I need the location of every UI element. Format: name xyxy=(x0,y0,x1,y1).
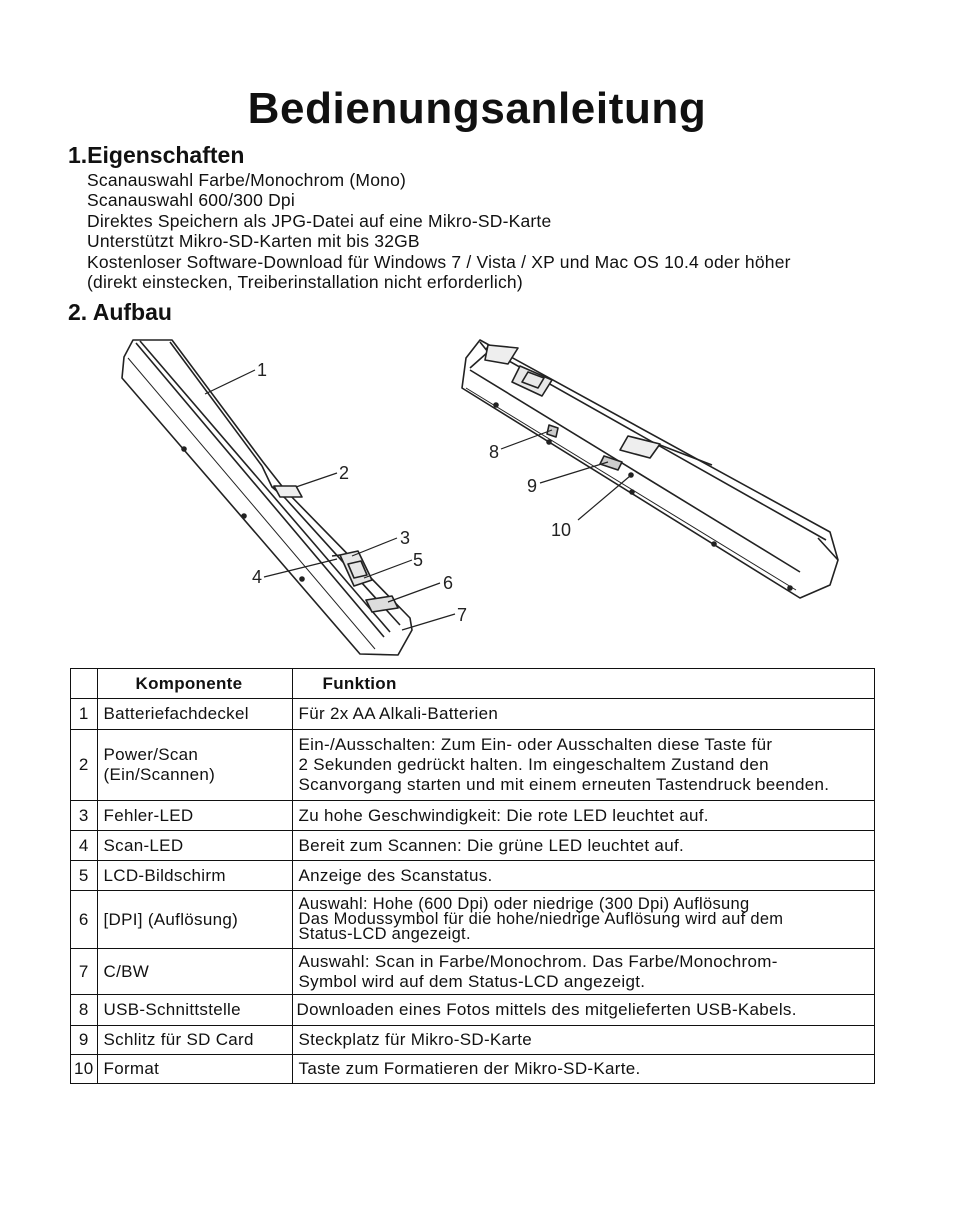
row-number: 5 xyxy=(71,861,98,891)
row-number: 6 xyxy=(71,891,98,949)
feature-item: Scanauswahl Farbe/Monochrom (Mono) xyxy=(87,170,407,190)
row-number: 2 xyxy=(71,730,98,801)
callout-1: 1 xyxy=(257,360,268,380)
row-function: Anzeige des Scanstatus. xyxy=(292,861,874,891)
feature-item: Kostenloser Software-Download für Windows 7 / Vista / XP und Mac OS 10.4 oder höher xyxy=(87,251,791,272)
table-header-number xyxy=(71,669,98,699)
row-component: Format xyxy=(97,1055,292,1084)
callout-8: 8 xyxy=(489,442,500,462)
callout-5: 5 xyxy=(413,550,424,570)
row-number: 10 xyxy=(71,1055,98,1084)
feature-list xyxy=(87,170,791,292)
row-function: Bereit zum Scannen: Die grüne LED leuchtet auf. xyxy=(292,831,874,861)
row-function: Taste zum Formatieren der Mikro-SD-Karte. xyxy=(292,1055,874,1084)
row-component: Scan-LED xyxy=(97,831,292,861)
row-function xyxy=(292,949,874,995)
function-line: 2 Sekunden gedrückt halten. Im eingeschaltem Zustand den xyxy=(298,755,769,774)
table-row xyxy=(71,861,875,891)
table-row xyxy=(71,891,875,949)
table-header-row xyxy=(71,669,875,699)
feature-item: Direktes Speichern als JPG-Datei auf eine Mikro-SD-Karte xyxy=(87,210,552,231)
row-function: Downloaden eines Fotos mittels des mitgelieferten USB-Kabels. xyxy=(292,995,874,1026)
callout-9: 9 xyxy=(527,476,538,496)
component-table xyxy=(70,668,875,1084)
row-function: Für 2x AA Alkali-Batterien xyxy=(292,699,874,730)
callout-7: 7 xyxy=(457,605,468,625)
row-function: Zu hohe Geschwindigkeit: Die rote LED leuchtet auf. xyxy=(292,801,874,831)
scanner-right-illustration xyxy=(462,340,838,598)
function-line: Symbol wird auf dem Status-LCD angezeigt. xyxy=(298,971,646,991)
table-row xyxy=(71,1055,875,1084)
row-number: 7 xyxy=(71,949,98,995)
table-header-function: Funktion xyxy=(292,669,874,699)
callout-10: 10 xyxy=(551,520,572,540)
callout-2: 2 xyxy=(339,463,350,483)
feature-item: (direkt einstecken, Treiberinstallation nicht erforderlich) xyxy=(87,272,523,293)
row-component: C/BW xyxy=(97,949,292,995)
feature-item: Scanauswahl 600/300 Dpi xyxy=(87,190,295,211)
callout-4: 4 xyxy=(252,567,263,587)
row-function xyxy=(292,891,874,949)
table-row xyxy=(71,699,875,730)
row-number: 8 xyxy=(71,995,98,1026)
row-number: 4 xyxy=(71,831,98,861)
row-component: Schlitz für SD Card xyxy=(97,1026,292,1055)
table-row xyxy=(71,831,875,861)
row-function xyxy=(292,730,874,801)
function-line: Scanvorgang starten und mit einem erneuten Tastendruck beenden. xyxy=(298,775,830,794)
row-component: LCD-Bildschirm xyxy=(97,861,292,891)
scanner-left-illustration xyxy=(122,340,412,655)
row-function: Steckplatz für Mikro-SD-Karte xyxy=(292,1026,874,1055)
table-row xyxy=(71,995,875,1026)
row-component: Fehler-LED xyxy=(97,801,292,831)
callout-3: 3 xyxy=(400,528,411,548)
row-component: Power/Scan (Ein/Scannen) xyxy=(97,730,292,801)
function-line: Auswahl: Hohe (600 Dpi) oder niedrige (300 Dpi) Auflösung xyxy=(298,895,750,913)
table-row xyxy=(71,801,875,831)
function-line: Auswahl: Scan in Farbe/Monochrom. Das Farbe/Monochrom- xyxy=(298,951,778,971)
section-heading-aufbau: 2. Aufbau xyxy=(68,299,172,325)
feature-item: Unterstützt Mikro-SD-Karten mit bis 32GB xyxy=(87,231,420,252)
row-component: USB-Schnittstelle xyxy=(97,995,292,1026)
callout-6: 6 xyxy=(443,573,454,593)
row-component: Batteriefachdeckel xyxy=(97,699,292,730)
table-row xyxy=(71,949,875,995)
function-line: Das Modussymbol für die hohe/niedrige Auflösung wird auf dem xyxy=(298,910,784,928)
scanner-diagram xyxy=(0,330,954,665)
section-heading-eigenschaften: 1.Eigenschaften xyxy=(68,142,245,168)
row-number: 3 xyxy=(71,801,98,831)
table-row xyxy=(71,1026,875,1055)
row-number: 1 xyxy=(71,699,98,730)
function-line: Status-LCD angezeigt. xyxy=(298,925,471,943)
row-number: 9 xyxy=(71,1026,98,1055)
table-row xyxy=(71,730,875,801)
row-component: [DPI] (Auflösung) xyxy=(97,891,292,949)
page-title: Bedienungsanleitung xyxy=(247,84,707,133)
function-line: Ein-/Ausschalten: Zum Ein- oder Ausschalten diese Taste für xyxy=(298,735,773,754)
table-header-component: Komponente xyxy=(97,669,292,699)
